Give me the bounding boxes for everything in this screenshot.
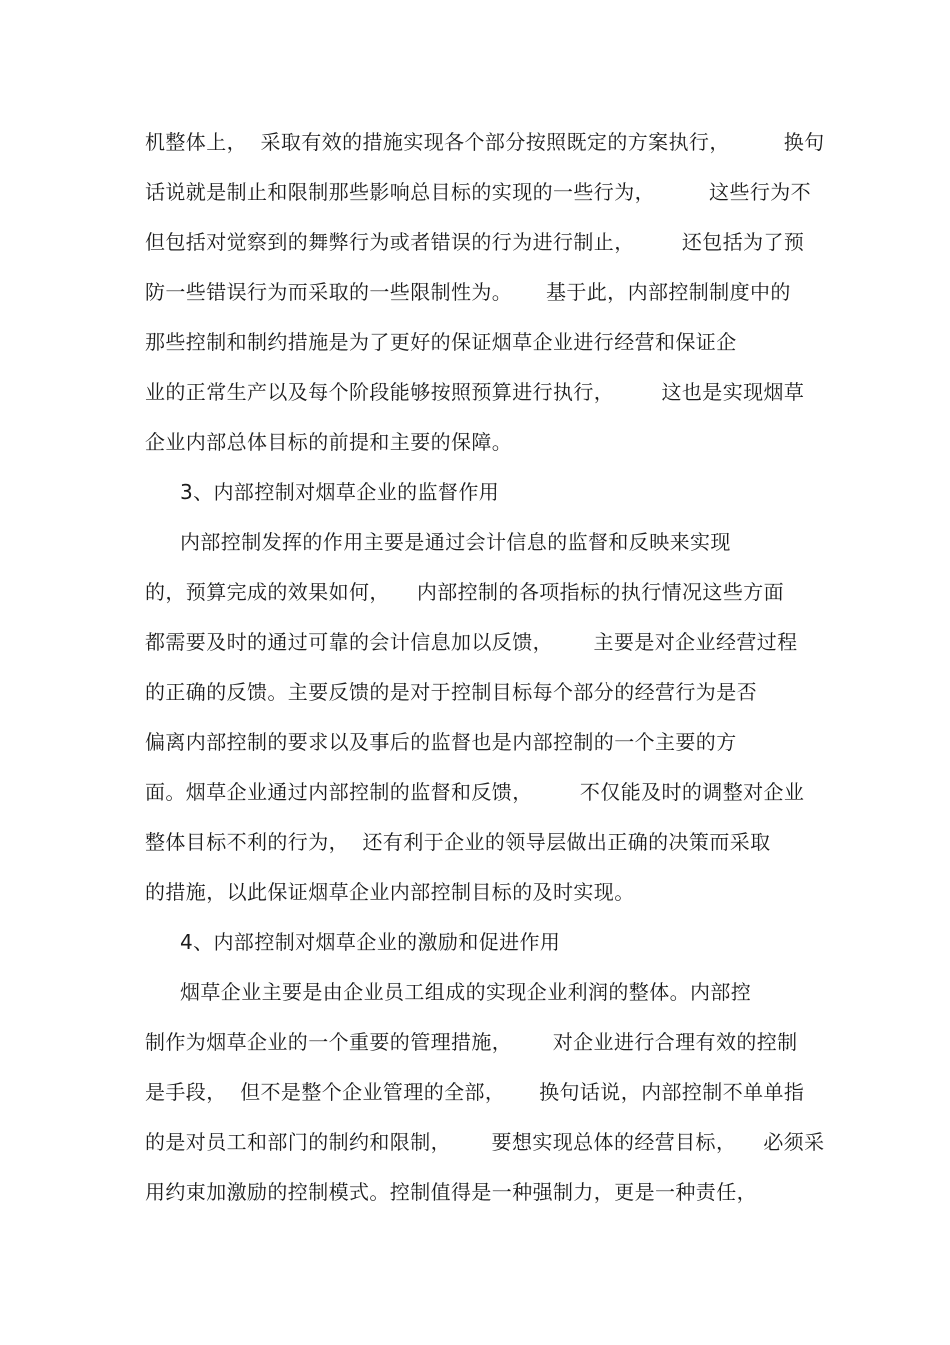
paragraph-line: 的，预算完成的效果如何， 内部控制的各项指标的执行情况这些方面 [145,580,785,604]
section-heading: 3、内部控制对烟草企业的监督作用 [180,480,500,504]
paragraph-line: 面。烟草企业通过内部控制的监督和反馈， 不仅能及时的调整对企业 [145,780,805,804]
section-heading: 4、内部控制对烟草企业的激励和促进作用 [180,930,561,954]
paragraph-line: 整体目标不利的行为， 还有利于企业的领导层做出正确的决策而采取 [145,830,771,854]
paragraph-line: 偏离内部控制的要求以及事后的监督也是内部控制的一个主要的方 [145,730,737,754]
paragraph-line: 内部控制发挥的作用主要是通过会计信息的监督和反映来实现 [180,530,731,554]
paragraph-line: 制作为烟草企业的一个重要的管理措施， 对企业进行合理有效的控制 [145,1030,798,1054]
paragraph-line: 的正确的反馈。主要反馈的是对于控制目标每个部分的经营行为是否 [145,680,757,704]
paragraph-line: 业的正常生产以及每个阶段能够按照预算进行执行， 这也是实现烟草 [145,380,805,404]
paragraph-line: 的措施，以此保证烟草企业内部控制目标的及时实现。 [145,880,635,904]
paragraph-line: 话说就是制止和限制那些影响总目标的实现的一些行为， 这些行为不 [145,180,812,204]
paragraph-line: 机整体上， 采取有效的措施实现各个部分按照既定的方案执行， 换句 [145,130,825,154]
paragraph-line: 企业内部总体目标的前提和主要的保障。 [145,430,513,454]
paragraph-line: 那些控制和制约措施是为了更好的保证烟草企业进行经营和保证企 [145,330,737,354]
paragraph-line: 是手段， 但不是整个企业管理的全部， 换句话说，内部控制不单单指 [145,1080,805,1104]
paragraph-line: 防一些错误行为而采取的一些限制性为。 基于此，内部控制制度中的 [145,280,791,304]
paragraph-line: 用约束加激励的控制模式。控制值得是一种强制力，更是一种责任， [145,1180,757,1204]
paragraph-line: 烟草企业主要是由企业员工组成的实现企业利润的整体。内部控 [180,980,752,1004]
paragraph-line: 但包括对觉察到的舞弊行为或者错误的行为进行制止， 还包括为了预 [145,230,805,254]
paragraph-line: 都需要及时的通过可靠的会计信息加以反馈， 主要是对企业经营过程 [145,630,798,654]
paragraph-line: 的是对员工和部门的制约和限制， 要想实现总体的经营目标， 必须采 [145,1130,825,1154]
